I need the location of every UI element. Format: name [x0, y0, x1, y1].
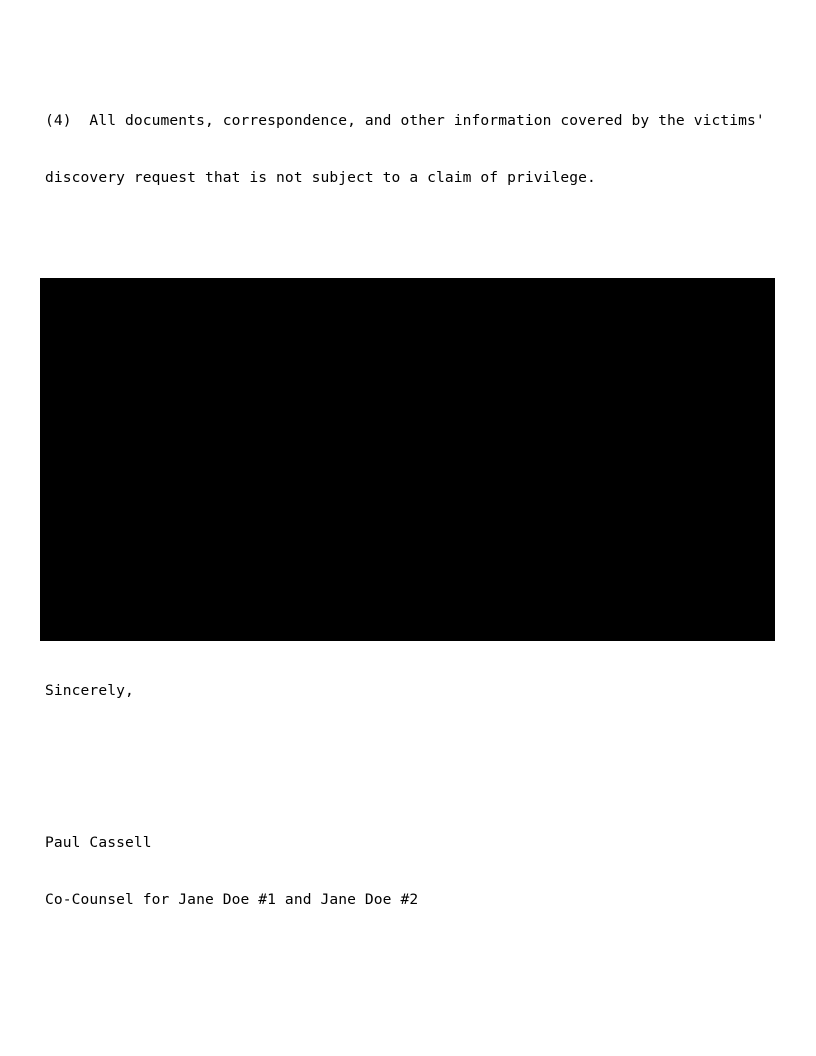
- signature-name: Paul Cassell: [45, 834, 152, 851]
- closing-paragraph: [45, 643, 785, 738]
- item-4-line-1: (4) All documents, correspondence, and other information covered by the victims': [45, 112, 765, 129]
- item-4-line-2: discovery request that is not subject to a claim of privilege.: [45, 169, 596, 186]
- redaction-block: [40, 278, 775, 641]
- item-4-paragraph: [45, 73, 785, 225]
- closing-line: Sincerely,: [45, 682, 134, 699]
- signature-block: [45, 795, 785, 947]
- signature-title: Co-Counsel for Jane Doe #1 and Jane Doe #2: [45, 891, 419, 908]
